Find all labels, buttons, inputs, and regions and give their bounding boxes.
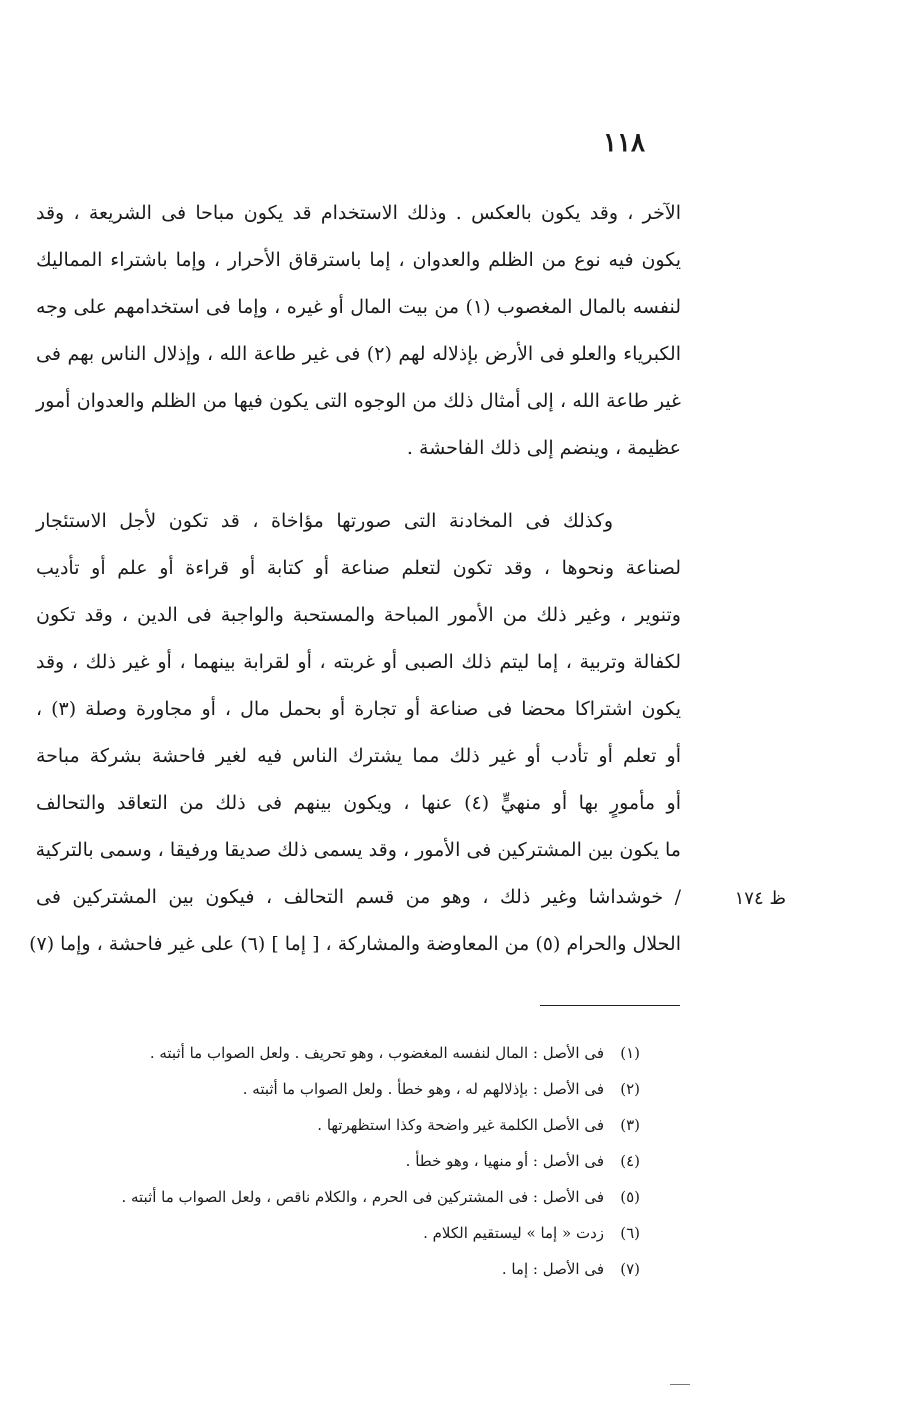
paragraph-2 bbox=[29, 498, 681, 968]
footnote-item bbox=[60, 1107, 640, 1143]
footnotes bbox=[60, 1035, 640, 1287]
footnote-text: فى الأصل : فى المشتركين فى الحرم ، والكلام ناقص ، ولعل الصواب ما أثبته . bbox=[121, 1188, 604, 1206]
paragraph-1-line: يكون فيه نوع من الظلم والعدوان ، إما باسترقاق الأحرار ، وإما باشتراء المماليك bbox=[36, 249, 681, 271]
footnote-number: (١) bbox=[620, 1044, 640, 1062]
paragraph-2-line: أو مأمورٍ بها أو منهيٍّ (٤) عنها ، ويكون بينهم فى ذلك من التعاقد والتحالف bbox=[36, 792, 681, 814]
paragraph-1-line: الآخر ، وقد يكون بالعكس . وذلك الاستخدام قد يكون مباحا فى الشريعة ، وقد bbox=[36, 202, 681, 224]
scan-mark bbox=[670, 1384, 690, 1385]
paragraph-2-line: وتنوير ، وغير ذلك من الأمور المباحة والمستحبة والواجبة فى الدين ، وقد تكون bbox=[36, 604, 681, 626]
footnote-item bbox=[60, 1143, 640, 1179]
paragraph-2-line: أو تعلم أو تأدب أو غير ذلك مما يشترك الناس فيه لغير فاحشة بشركة مباحة bbox=[36, 745, 681, 767]
footnote-number: (٧) bbox=[620, 1260, 640, 1278]
footnote-text: فى الأصل : المال لنفسه المغضوب ، وهو تحريف . ولعل الصواب ما أثبته . bbox=[149, 1044, 604, 1062]
footnote-item bbox=[60, 1071, 640, 1107]
paragraph-2-line: / خوشداشا وغير ذلك ، وهو من قسم التحالف ، فيكون بين المشتركين فى bbox=[36, 886, 681, 908]
paragraph-1-line: عظيمة ، وينضم إلى ذلك الفاحشة . bbox=[406, 437, 681, 459]
manuscript-folio-reference: ظ ١٧٤ bbox=[734, 888, 786, 909]
paragraph-1 bbox=[36, 190, 681, 472]
paragraph-2-line: لصناعة ونحوها ، وقد تكون لتعلم صناعة أو كتابة أو قراءة أو علم أو تأديب bbox=[36, 557, 681, 579]
footnote-item bbox=[60, 1215, 640, 1251]
footnote-separator bbox=[540, 1005, 680, 1006]
footnote-number: (٥) bbox=[620, 1188, 640, 1206]
footnote-number: (٣) bbox=[620, 1116, 640, 1134]
footnote-item bbox=[60, 1251, 640, 1287]
paragraph-2-line: وكذلك فى المخادنة التى صورتها مؤاخاة ، قد تكون لأجل الاستئجار bbox=[36, 510, 613, 532]
page-number: ١١٨ bbox=[603, 128, 645, 158]
footnote-text: فى الأصل الكلمة غير واضحة وكذا استظهرتها . bbox=[317, 1116, 604, 1134]
footnote-number: (٤) bbox=[620, 1152, 640, 1170]
paragraph-2-line: ما يكون بين المشتركين فى الأمور ، وقد يسمى ذلك صديقا ورفيقا ، وسمى بالتركية bbox=[35, 839, 681, 861]
footnote-item bbox=[60, 1035, 640, 1071]
footnote-text: فى الأصل : أو منهيا ، وهو خطأ . bbox=[405, 1152, 604, 1170]
paragraph-1-line: لنفسه بالمال المغصوب (١) من بيت المال أو غيره ، وإما فى استخدامهم على وجه bbox=[36, 296, 681, 318]
paragraph-2-line: الحلال والحرام (٥) من المعاوضة والمشاركة ، [ إما ] (٦) على غير فاحشة ، وإما (٧) bbox=[29, 933, 681, 955]
paragraph-1-line: الكبرياء والعلو فى الأرض بإذلاله لهم (٢) فى غير طاعة الله ، وإذلال الناس بهم فى bbox=[36, 343, 681, 365]
footnote-number: (٦) bbox=[620, 1224, 640, 1242]
paragraph-1-line: غير طاعة الله ، إلى أمثال ذلك من الوجوه التى يكون فيها من الظلم والعدوان أمور bbox=[36, 390, 681, 412]
footnote-item bbox=[60, 1179, 640, 1215]
footnote-number: (٢) bbox=[620, 1080, 640, 1098]
footnote-text: زدت « إما » ليستقيم الكلام . bbox=[423, 1224, 604, 1242]
footnote-text: فى الأصل : إما . bbox=[501, 1260, 604, 1278]
paragraph-2-line: يكون اشتراكا محضا فى صناعة أو تجارة أو بحمل مال ، أو مجاورة وصلة (٣) ، bbox=[36, 698, 681, 720]
footnote-text: فى الأصل : بإذلالهم له ، وهو خطأ . ولعل الصواب ما أثبته . bbox=[242, 1080, 604, 1098]
paragraph-2-line: لكفالة وتربية ، إما ليتم ذلك الصبى أو غربته ، أو لقرابة بينهما ، أو غير ذلك ، وقد bbox=[36, 651, 681, 673]
